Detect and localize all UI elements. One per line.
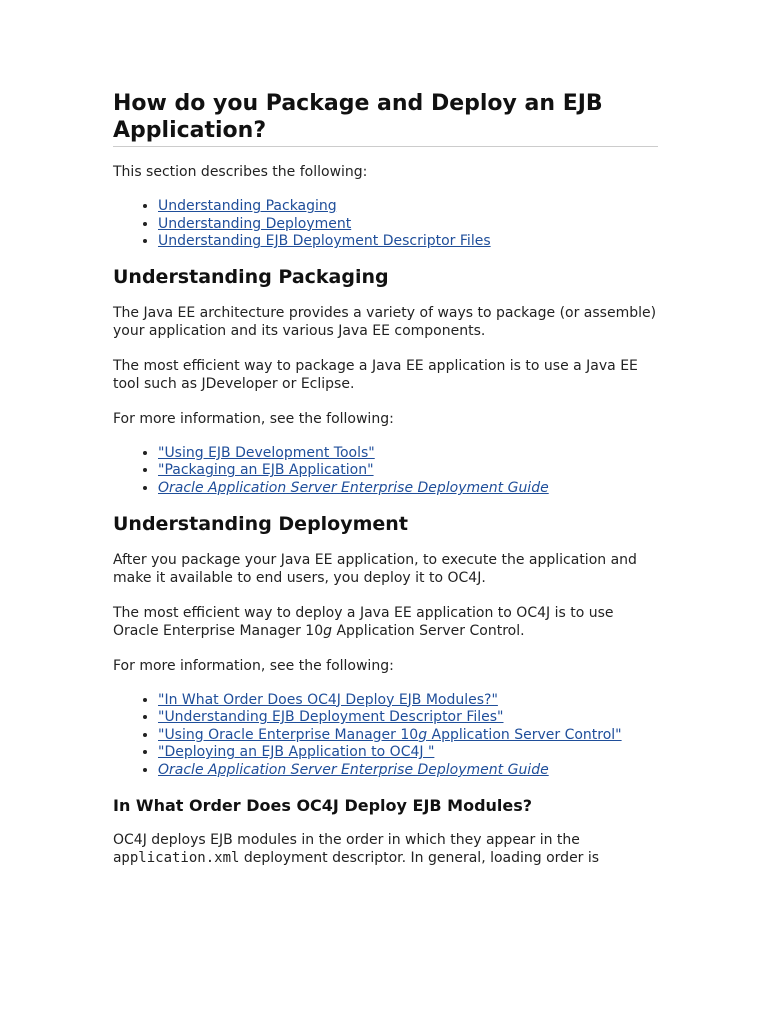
link-order-oc4j-deploy[interactable]: "In What Order Does OC4J Deploy EJB Modules?" <box>158 691 498 708</box>
list-item <box>158 216 658 234</box>
link-packaging-ejb-app[interactable]: "Packaging an EJB Application" <box>158 462 374 479</box>
list-item <box>158 233 658 251</box>
link-enterprise-manager-control[interactable] <box>158 727 622 743</box>
deployment-links-list <box>113 692 658 780</box>
link-enterprise-deployment-guide[interactable]: Oracle Application Server Enterprise Deployment Guide <box>158 761 549 778</box>
list-item <box>158 744 658 762</box>
code-filename: application.xml <box>113 849 240 866</box>
page-title: How do you Package and Deploy an EJB Application? <box>113 90 658 147</box>
text-run: Application Server Control" <box>427 726 622 743</box>
list-item <box>158 709 658 727</box>
paragraph: For more information, see the following: <box>113 657 394 674</box>
text-run: OC4J deploys EJB modules in the order in which they appear in the <box>113 831 580 848</box>
paragraph: The most efficient way to package a Java EE application is to use a Java EE tool such as JDeveloper or Eclipse. <box>113 357 638 392</box>
list-item <box>158 198 658 216</box>
link-ejb-descriptor-files[interactable]: "Understanding EJB Deployment Descriptor Files" <box>158 709 504 726</box>
list-item <box>158 692 658 710</box>
list-item <box>158 445 658 463</box>
intro-text: This section describes the following: <box>113 164 368 180</box>
paragraph: The Java EE architecture provides a variety of ways to package (or assemble) your application and its various Java EE components. <box>113 304 657 339</box>
italic-g: g <box>323 622 332 639</box>
link-enterprise-deployment-guide[interactable]: Oracle Application Server Enterprise Deployment Guide <box>158 479 549 496</box>
text-run: The most efficient way to deploy a Java EE application to OC4J is to use Oracle Enterprise Manager 10 <box>113 604 614 639</box>
paragraph <box>113 604 658 640</box>
heading-understanding-packaging: Understanding Packaging <box>113 265 389 288</box>
toc-link-packaging[interactable]: Understanding Packaging <box>158 198 337 214</box>
link-using-ejb-dev-tools[interactable]: "Using EJB Development Tools" <box>158 444 375 461</box>
packaging-links-list <box>113 445 658 498</box>
paragraph: After you package your Java EE application, to execute the application and make it available to end users, you deploy it to OC4J. <box>113 551 637 586</box>
paragraph: For more information, see the following: <box>113 410 394 427</box>
toc-list <box>113 198 658 251</box>
toc-link-descriptor-files[interactable]: Understanding EJB Deployment Descriptor Files <box>158 233 491 250</box>
paragraph <box>113 831 658 867</box>
text-run: Application Server Control. <box>332 622 525 639</box>
link-deploying-ejb-app[interactable]: "Deploying an EJB Application to OC4J " <box>158 744 435 761</box>
article <box>113 90 658 867</box>
text-run: deployment descriptor. In general, loading order is <box>239 849 600 866</box>
list-item <box>158 727 658 745</box>
heading-understanding-deployment: Understanding Deployment <box>113 512 408 535</box>
heading-deploy-order: In What Order Does OC4J Deploy EJB Modules? <box>113 795 533 815</box>
toc-link-deployment[interactable]: Understanding Deployment <box>158 215 352 232</box>
list-item <box>158 480 658 498</box>
text-run: "Using Oracle Enterprise Manager 10 <box>158 726 419 743</box>
list-item <box>158 462 658 480</box>
italic-g: g <box>418 726 428 743</box>
list-item <box>158 762 658 780</box>
